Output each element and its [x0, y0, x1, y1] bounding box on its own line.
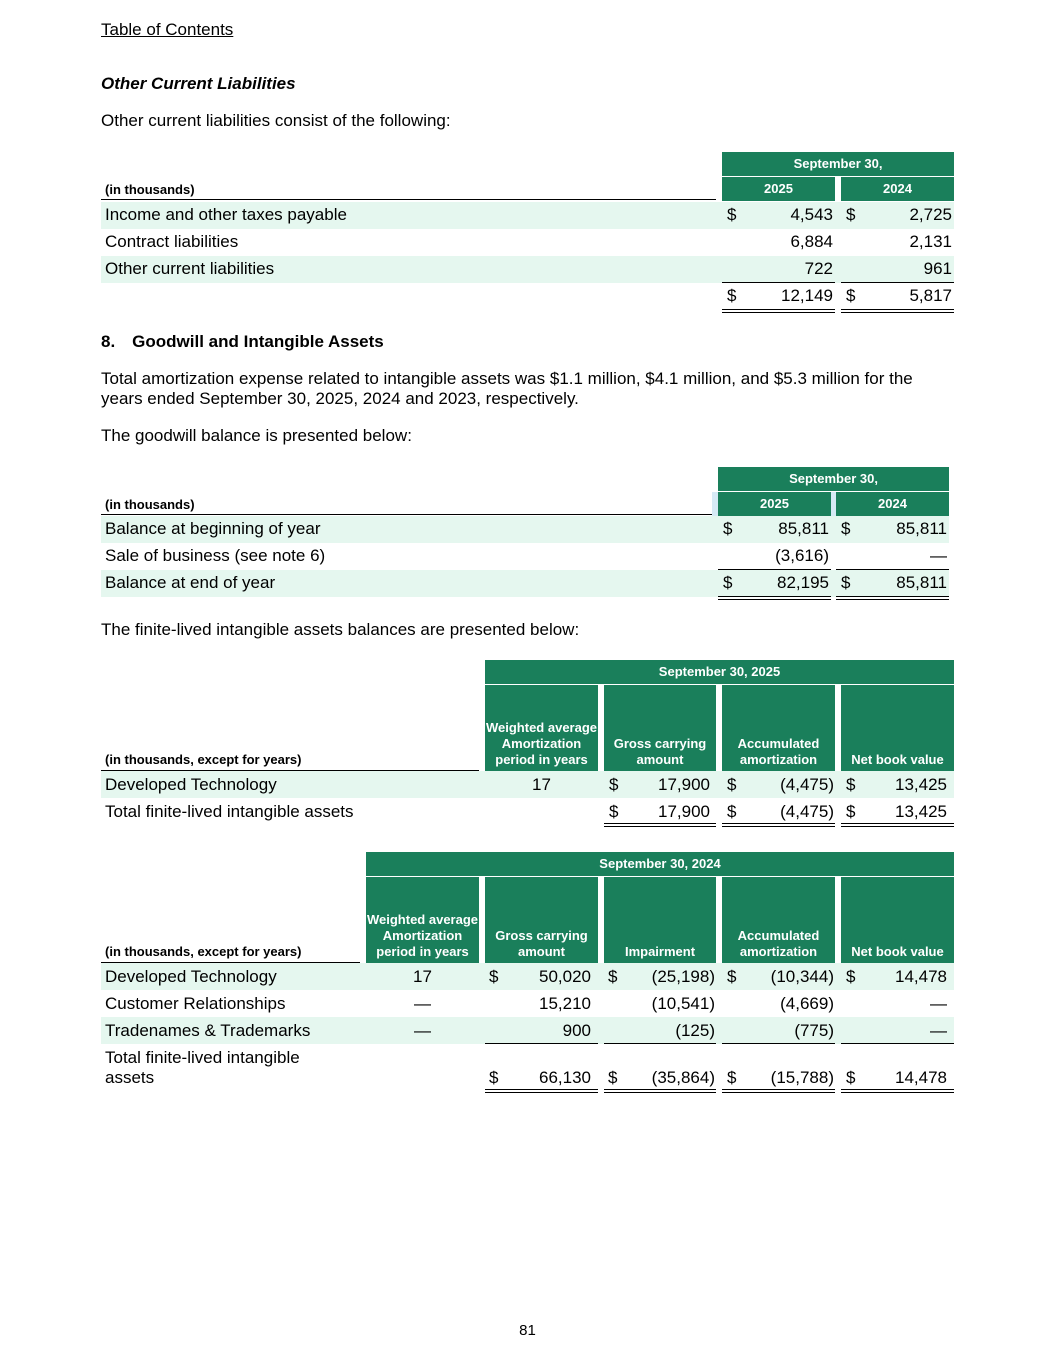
- row-label: Other current liabilities: [105, 259, 275, 278]
- total-double-rule: [841, 309, 954, 313]
- accumulated-amortization: (10,344): [770, 967, 834, 986]
- impairment: (25,198): [651, 967, 715, 986]
- value-2025: 82,195: [777, 573, 829, 592]
- currency-symbol: $: [727, 967, 737, 986]
- currency-symbol: $: [846, 205, 856, 224]
- total-double-rule: [722, 309, 835, 313]
- accumulated-amortization: (4,475): [780, 802, 834, 821]
- total-row: [101, 798, 954, 825]
- total-double-rule: [718, 596, 831, 600]
- total-double-rule: [604, 823, 716, 827]
- net-book-value: —: [930, 1021, 947, 1040]
- total-row: [101, 570, 949, 597]
- subtotal-rule: [485, 1043, 598, 1044]
- currency-symbol: $: [609, 775, 619, 794]
- net-book-value: —: [930, 994, 947, 1013]
- currency-symbol: $: [841, 519, 851, 538]
- table-row: [101, 516, 949, 543]
- currency-symbol: $: [846, 802, 856, 821]
- row-label: Income and other taxes payable: [105, 205, 347, 224]
- total-double-rule: [841, 1089, 954, 1093]
- column-header-gross: Gross carrying amount: [604, 685, 716, 771]
- table-row: [101, 963, 954, 990]
- amortization-period: —: [414, 1021, 431, 1040]
- other-liabilities-intro: Other current liabilities consist of the following:: [101, 111, 451, 130]
- other-liabilities-heading: Other Current Liabilities: [101, 74, 296, 93]
- table-row: [101, 543, 949, 570]
- row-label: Developed Technology: [105, 967, 277, 986]
- row-label: Contract liabilities: [105, 232, 239, 251]
- period-header: September 30,: [718, 467, 949, 491]
- amortization-period: 17: [413, 967, 432, 986]
- column-header-gross: Gross carrying amount: [485, 877, 598, 963]
- header-rule: [101, 199, 716, 200]
- column-header-impairment: Impairment: [604, 877, 716, 963]
- accumulated-amortization: (15,788): [770, 1068, 834, 1087]
- total-double-rule: [485, 1089, 598, 1093]
- value-2025: 85,811: [778, 519, 829, 538]
- column-header-net: Net book value: [841, 685, 954, 771]
- gross-amount: 66,130: [539, 1068, 591, 1087]
- column-header-2025: 2025: [718, 492, 831, 516]
- table-row: [101, 990, 954, 1017]
- table-row: [101, 1017, 954, 1044]
- total-2025: 12,149: [781, 286, 833, 305]
- value-2025: 6,884: [790, 232, 833, 251]
- currency-symbol: $: [727, 1068, 737, 1087]
- currency-symbol: $: [489, 1068, 499, 1087]
- page-number: 81: [519, 1322, 536, 1339]
- amortization-paragraph: Total amortization expense related to intangible assets was $1.1 million, $4.1 million, and $5.3 million for the years ended September 30, 2025, 2024 and 2023, respectively.: [101, 369, 913, 408]
- amortization-period: 17: [532, 775, 551, 794]
- row-label: Balance at end of year: [105, 573, 276, 592]
- currency-symbol: $: [608, 1068, 618, 1087]
- period-header: September 30, 2024: [366, 852, 954, 876]
- gross-amount: 50,020: [539, 967, 591, 986]
- goodwill-intro: The goodwill balance is presented below:: [101, 426, 412, 445]
- unit-label: (in thousands): [105, 182, 195, 197]
- accumulated-amortization: (4,669): [780, 994, 834, 1013]
- currency-symbol: $: [609, 802, 619, 821]
- net-book-value: 13,425: [895, 802, 947, 821]
- period-header: September 30,: [722, 152, 954, 176]
- currency-symbol: $: [727, 775, 737, 794]
- column-header-2025: 2025: [722, 177, 835, 201]
- currency-symbol: $: [727, 205, 737, 224]
- row-label: Total finite-lived intangible assets: [105, 1048, 300, 1087]
- gross-amount: 17,900: [658, 802, 710, 821]
- currency-symbol: $: [846, 775, 856, 794]
- value-2024: —: [930, 546, 947, 565]
- value-2025: 4,543: [790, 205, 833, 224]
- currency-symbol: $: [489, 967, 499, 986]
- impairment: (35,864): [651, 1068, 715, 1087]
- net-book-value: 14,478: [895, 967, 947, 986]
- finite-intro: The finite-lived intangible assets balances are presented below:: [101, 620, 580, 639]
- table-row: [101, 229, 954, 256]
- header-rule: [101, 514, 712, 515]
- column-header-period: Weighted average Amortization period in years: [485, 685, 598, 771]
- total-double-rule: [836, 596, 949, 600]
- table-row: [101, 202, 954, 229]
- currency-symbol: $: [841, 573, 851, 592]
- period-header: September 30, 2025: [485, 660, 954, 684]
- impairment: (125): [675, 1021, 715, 1040]
- accumulated-amortization: (775): [794, 1021, 834, 1040]
- total-double-rule: [841, 823, 954, 827]
- table-row: [101, 771, 954, 798]
- gross-amount: 17,900: [658, 775, 710, 794]
- column-header-accumulated: Accumulated amortization: [722, 877, 835, 963]
- column-header-2024: 2024: [836, 492, 949, 516]
- currency-symbol: $: [723, 573, 733, 592]
- total-row: [101, 1045, 954, 1089]
- row-label: Sale of business (see note 6): [105, 546, 326, 565]
- net-book-value: 14,478: [895, 1068, 947, 1087]
- unit-label: (in thousands, except for years): [105, 752, 302, 767]
- row-label: Tradenames & Trademarks: [105, 1021, 311, 1040]
- unit-label: (in thousands, except for years): [105, 944, 302, 959]
- currency-symbol: $: [727, 286, 737, 305]
- column-header-2024: 2024: [841, 177, 954, 201]
- currency-symbol: $: [846, 967, 856, 986]
- subtotal-rule: [722, 1043, 835, 1044]
- row-label: Developed Technology: [105, 775, 277, 794]
- subtotal-rule: [841, 1043, 954, 1044]
- total-double-rule: [604, 1089, 716, 1093]
- currency-symbol: $: [727, 802, 737, 821]
- currency-symbol: $: [723, 519, 733, 538]
- row-label: Balance at beginning of year: [105, 519, 321, 538]
- unit-label: (in thousands): [105, 497, 195, 512]
- total-row: [101, 283, 954, 310]
- gross-amount: 15,210: [539, 994, 591, 1013]
- currency-symbol: $: [608, 967, 618, 986]
- column-header-net: Net book value: [841, 877, 954, 963]
- amortization-period: —: [414, 994, 431, 1013]
- currency-symbol: $: [846, 1068, 856, 1087]
- value-2024: 2,131: [909, 232, 952, 251]
- total-double-rule: [722, 823, 835, 827]
- row-label: Total finite-lived intangible assets: [105, 802, 354, 821]
- value-2024: 2,725: [909, 205, 952, 224]
- accumulated-amortization: (4,475): [780, 775, 834, 794]
- value-2024: 961: [923, 259, 952, 278]
- section-heading: 8. Goodwill and Intangible Assets: [101, 332, 384, 351]
- value-2024: 85,811: [896, 519, 947, 538]
- value-2024: 85,811: [896, 573, 947, 592]
- value-2025: (3,616): [775, 546, 829, 565]
- table-of-contents-link[interactable]: Table of Contents: [101, 20, 234, 39]
- total-2024: 5,817: [909, 286, 952, 305]
- table-row: [101, 256, 954, 283]
- total-double-rule: [722, 1089, 835, 1093]
- subtotal-rule: [604, 1043, 716, 1044]
- currency-symbol: $: [846, 286, 856, 305]
- column-header-period: Weighted average Amortization period in years: [366, 877, 479, 963]
- impairment: (10,541): [651, 994, 715, 1013]
- net-book-value: 13,425: [895, 775, 947, 794]
- row-label: Customer Relationships: [105, 994, 286, 1013]
- column-header-accumulated: Accumulated amortization: [722, 685, 835, 771]
- gross-amount: 900: [562, 1021, 591, 1040]
- value-2025: 722: [804, 259, 833, 278]
